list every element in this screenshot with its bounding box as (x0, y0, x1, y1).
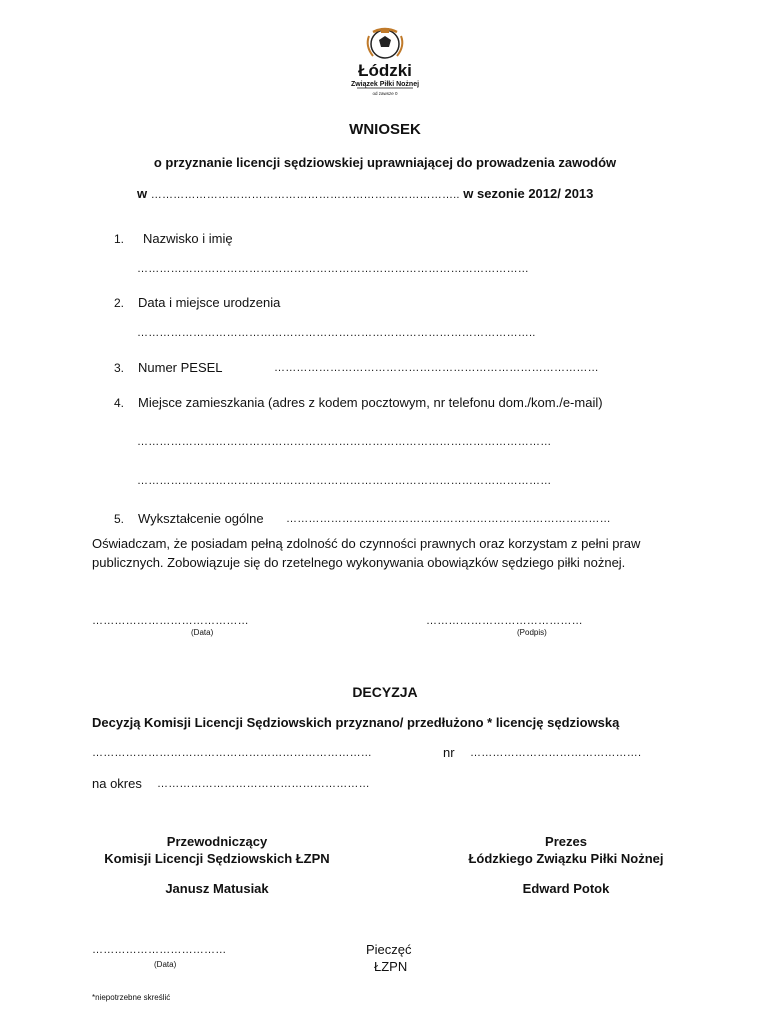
signature-field[interactable]: …………………………………… (426, 615, 583, 627)
nr-label: nr (443, 745, 455, 760)
left-signer-name: Janusz Matusiak (165, 881, 269, 896)
decision-title: DECYZJA (352, 684, 418, 700)
logo-sub: Związek Piłki Nożnej (350, 81, 420, 88)
name-field[interactable]: …………………………………………………………………………………………… (137, 263, 529, 275)
document-subtitle: o przyznanie licencji sędziowskiej uprawniającej do prowadzenia zawodów (153, 155, 617, 170)
item-2-label: Data i miejsce urodzenia (138, 295, 281, 310)
footnote: *niepotrzebne skreślić (92, 993, 171, 1002)
item-1-number: 1. (114, 232, 125, 246)
item-5-label: Wykształcenie ogólne (138, 511, 264, 526)
pesel-field[interactable]: …………………………………………………………………………… (274, 362, 599, 374)
date-field[interactable]: …………………………………… (92, 615, 249, 627)
stamp-date-field[interactable]: ……………………………… (92, 944, 227, 956)
stamp-date-caption: (Data) (154, 960, 177, 969)
item-3-label: Numer PESEL (138, 360, 223, 375)
season-field[interactable]: ……………………………………………………………………….. (150, 189, 460, 201)
football-crest-icon (368, 28, 403, 58)
item-2-number: 2. (114, 296, 125, 310)
logo-name: Łódzki (358, 61, 412, 80)
right-signer-title: Prezes (545, 834, 587, 849)
period-label: na okres (92, 776, 142, 791)
lzpn-logo (345, 26, 425, 104)
right-signer-name: Edward Potok (522, 881, 610, 896)
date-caption: (Data) (191, 628, 214, 637)
address-field-1[interactable]: ………………………………………………………………………………………………… (137, 436, 552, 448)
address-field-2[interactable]: ………………………………………………………………………………………………… (137, 475, 552, 487)
left-signer-org: Komisji Licencji Sędziowskich ŁZPN (104, 851, 330, 866)
item-4-label: Miejsce zamieszkania (adres z kodem pocztowym, nr telefonu dom./kom./e-mail) (138, 395, 603, 410)
stamp-label-line-1: Pieczęć (366, 942, 412, 957)
item-3-number: 3. (114, 361, 125, 375)
birth-field[interactable]: …………………………………………………………………………………………….. (137, 327, 536, 339)
declaration-line-2: publicznych. Zobowiązuje się do rzetelnego wykonywania obowiązków sędziego piłki nożnej. (92, 555, 626, 570)
stamp-label-line-2: ŁZPN (374, 959, 408, 974)
license-field[interactable]: ………………………………………………………………… (92, 747, 372, 759)
season-prefix: w (137, 186, 148, 201)
item-5-number: 5. (114, 512, 125, 526)
declaration-line-1: Oświadczam, że posiadam pełną zdolność do czynności prawnych oraz korzystam z pełni praw (92, 536, 641, 551)
signature-caption: (Podpis) (517, 628, 547, 637)
license-number-field[interactable]: ………………………………………. (470, 747, 642, 759)
right-signer-org: Łódzkiego Związku Piłki Nożnej (468, 851, 664, 866)
document-title: WNIOSEK (349, 121, 421, 138)
left-signer-title: Przewodniczący (166, 834, 268, 849)
season-suffix: w sezonie 2012/ 2013 (463, 186, 594, 201)
logo-motto: od zawsze 0 (372, 91, 398, 96)
decision-text: Decyzją Komisji Licencji Sędziowskich przyznano/ przedłużono * licencję sędziowską (92, 715, 620, 730)
period-field[interactable]: ………………………………………………… (157, 778, 370, 790)
season-line (137, 186, 593, 201)
item-1-label: Nazwisko i imię (143, 231, 233, 246)
item-4-number: 4. (114, 396, 125, 410)
education-field[interactable]: …………………………………………………………………………… (286, 513, 611, 525)
